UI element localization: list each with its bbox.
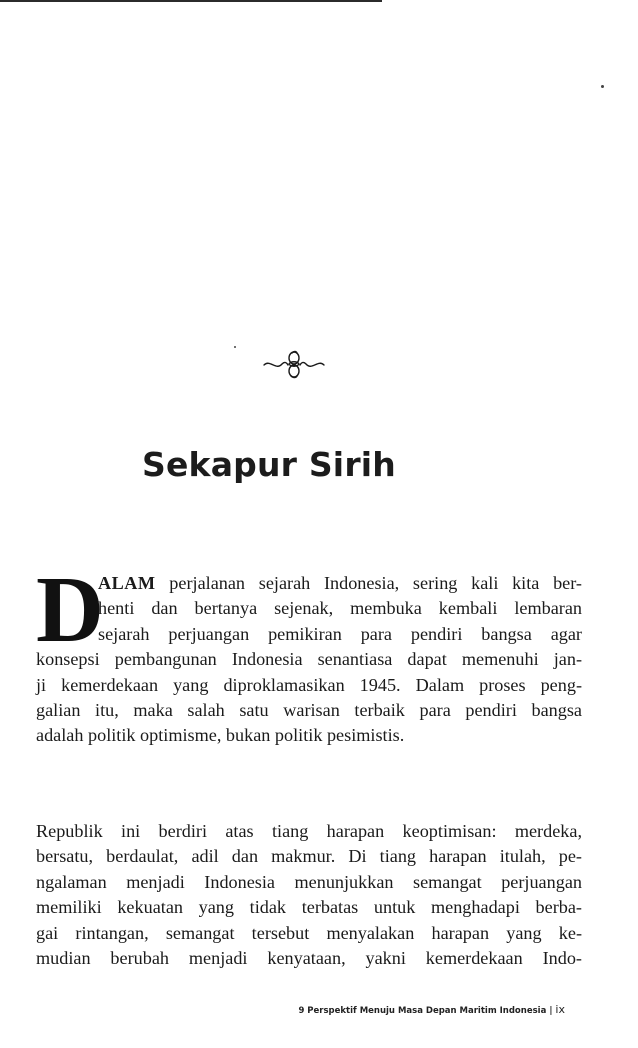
page-number: ix: [555, 1003, 565, 1016]
top-rule: [0, 0, 382, 2]
chapter-title-text: Sekapur Sirih: [142, 445, 396, 484]
lead-word: ALAM: [98, 573, 156, 593]
running-title: 9 Perspektif Menuju Masa Depan Maritim Indonesia: [298, 1006, 547, 1016]
text-line: memiliki kekuatan yang tidak terbatas untuk menghadapi berba-: [36, 897, 582, 918]
text-line: sejarah perjuangan pemikiran para pendiri bangsa agar: [98, 623, 582, 644]
text-line: konsepsi pembangunan Indonesia senantiasa dapat memenuhi jan-: [36, 649, 582, 670]
chapter-title: [0, 445, 566, 484]
footer-separator: |: [549, 1006, 553, 1016]
scan-speck: [601, 85, 604, 88]
paragraph-2: [36, 819, 582, 971]
text-line: galian itu, maka salah satu warisan terbaik para pendiri bangsa: [36, 700, 582, 721]
drop-cap: D: [36, 558, 104, 662]
page-footer: [298, 1003, 565, 1016]
text-line: adalah politik optimisme, bukan politik pesimistis.: [36, 725, 405, 746]
text-line: mudian berubah menjadi kenyataan, yakni kemerdekaan Indo-: [36, 948, 582, 969]
ornament-icon: [262, 349, 326, 379]
text-line: Republik ini berdiri atas tiang harapan keoptimisan: merdeka,: [36, 821, 582, 841]
text-line: bersatu, berdaulat, adil dan makmur. Di tiang harapan itulah, pe-: [36, 846, 582, 867]
text-line: henti dan bertanya sejenak, membuka kembali lembaran: [98, 598, 582, 619]
text-line: ngalaman menjadi Indonesia menunjukkan semangat perjuangan: [36, 871, 582, 892]
text-line-content: perjalanan sejarah Indonesia, sering kali kita ber-: [169, 573, 582, 593]
text-line: ji kemerdekaan yang diproklamasikan 1945. Dalam proses peng-: [36, 674, 582, 695]
paragraph-1: [36, 571, 582, 749]
text-line: gai rintangan, semangat tersebut menyalakan harapan yang ke-: [36, 922, 582, 943]
scan-speck: [234, 346, 236, 348]
text-line: [36, 571, 582, 596]
